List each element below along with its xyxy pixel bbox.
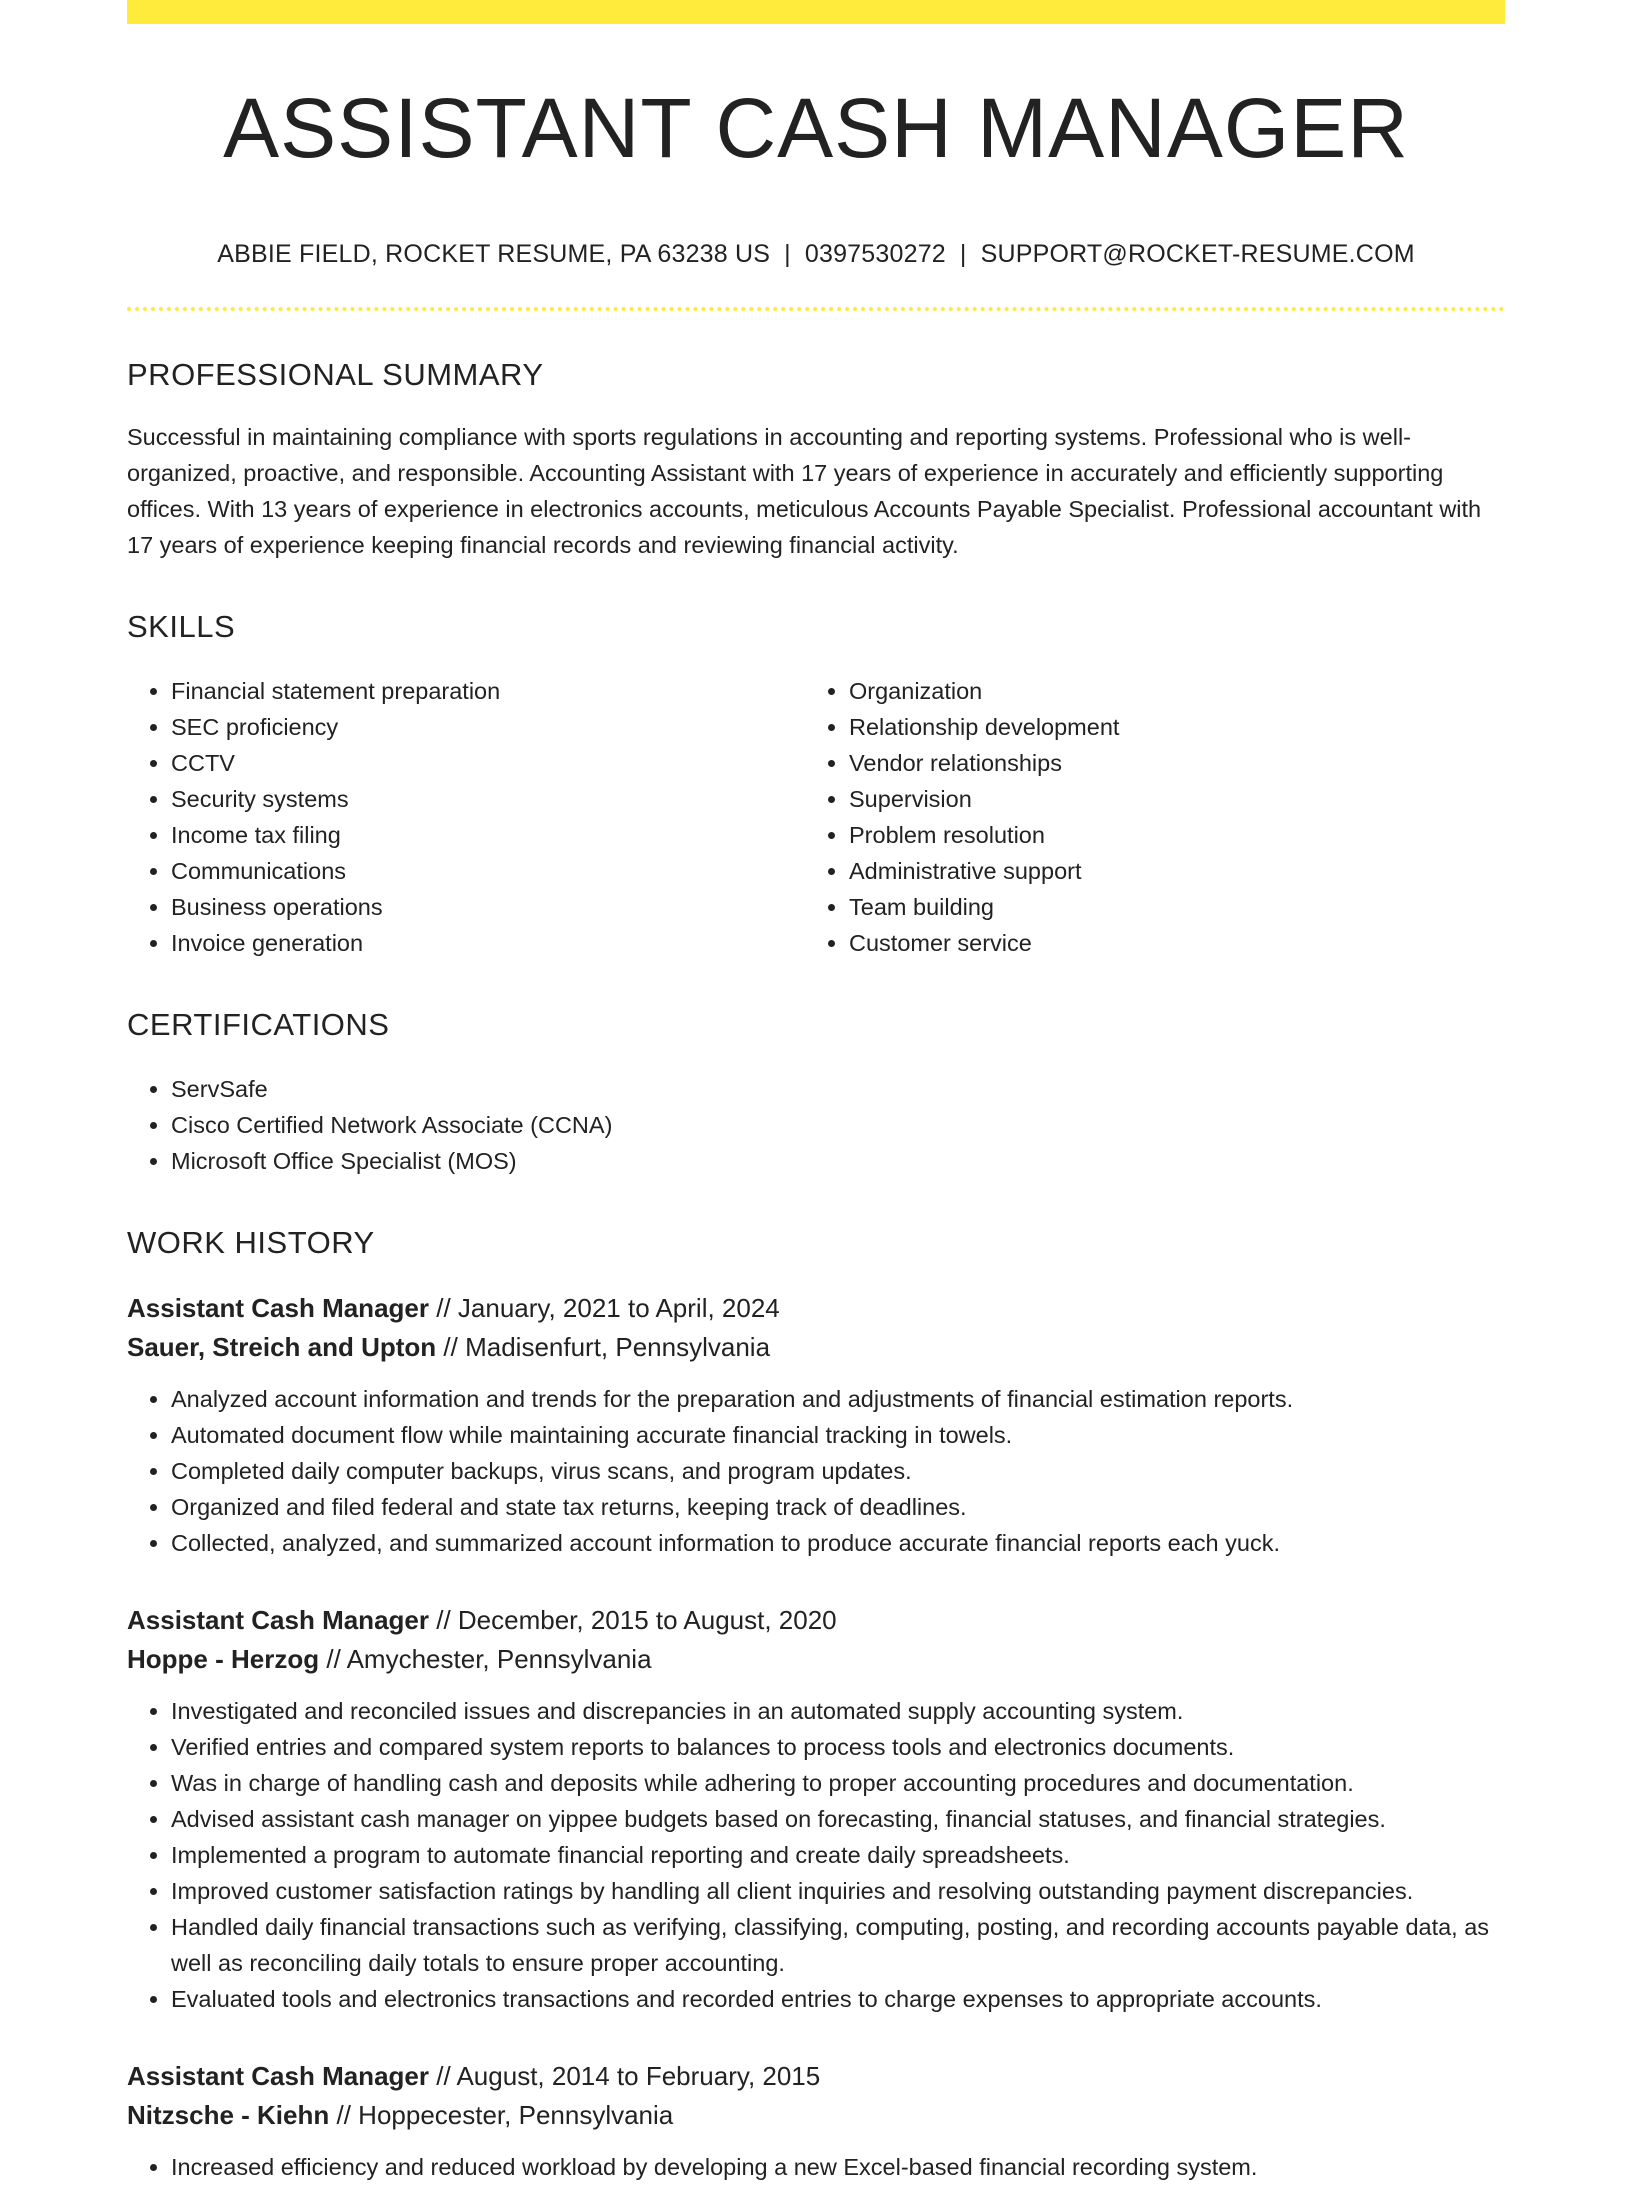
job-separator: // (443, 1332, 458, 1362)
job-bullets (127, 1693, 1505, 2017)
job-bullet: • Improved customer satisfaction ratings by handling all client inquiries and resolving outstanding payment discrepancies. (171, 1873, 1505, 1909)
certifications-section (127, 1071, 1505, 1179)
skill-item: • Relationship development (849, 709, 1483, 745)
skill-item: • Organization (849, 673, 1483, 709)
job-company-line (127, 1640, 1505, 1679)
certification-item: • Microsoft Office Specialist (MOS) (171, 1143, 1505, 1179)
skill-item: • Customer service (849, 925, 1483, 961)
job-bullet: • Implemented a program to automate financial reporting and create daily spreadsheets. (171, 1837, 1505, 1873)
job-bullet: • Evaluated tools and electronics transactions and recorded entries to charge expenses to appropriate accounts. (171, 1981, 1505, 2017)
job-entry (127, 2057, 1505, 2185)
skill-item: • Business operations (171, 889, 805, 925)
work-history-heading: WORK HISTORY (127, 1225, 375, 1260)
job-dates: December, 2015 to August, 2020 (457, 1605, 837, 1635)
job-company: Nitzsche - Kiehn (127, 2100, 330, 2130)
skills-column-left (127, 673, 805, 961)
job-separator: // (436, 1605, 451, 1635)
skill-item: • Supervision (849, 781, 1483, 817)
certification-item: • Cisco Certified Network Associate (CCNA) (171, 1107, 1505, 1143)
job-title-line (127, 1289, 1505, 1328)
job-separator: // (436, 1293, 451, 1323)
summary-heading: PROFESSIONAL SUMMARY (127, 357, 544, 392)
job-separator: // (336, 2100, 351, 2130)
skills-list-left (127, 673, 805, 961)
resume-page (127, 0, 1505, 2185)
job-location: Madisenfurt, Pennsylvania (465, 1332, 771, 1362)
job-title: Assistant Cash Manager (127, 1293, 429, 1323)
skill-item: • Financial statement preparation (171, 673, 805, 709)
job-bullet: • Increased efficiency and reduced workload by developing a new Excel-based financial recording system. (171, 2149, 1505, 2185)
job-separator: // (326, 1644, 341, 1674)
certifications-heading: CERTIFICATIONS (127, 1007, 390, 1042)
job-bullet: • Advised assistant cash manager on yippee budgets based on forecasting, financial statuses, and financial strategies. (171, 1801, 1505, 1837)
job-bullet-list (127, 2149, 1505, 2185)
job-entry (127, 1289, 1505, 1561)
job-bullets (127, 2149, 1505, 2185)
job-separator: // (436, 2061, 451, 2091)
job-bullets (127, 1381, 1505, 1561)
job-bullet: • Handled daily financial transactions such as verifying, classifying, computing, posting, and recording accounts payable data, as well as reconciling daily totals to ensure proper accounting. (171, 1909, 1505, 1981)
certification-item: • ServSafe (171, 1071, 1505, 1107)
certifications-list (127, 1071, 1505, 1179)
dotted-divider (127, 307, 1505, 311)
contact-separator: | (784, 240, 791, 268)
job-bullet: • Completed daily computer backups, virus scans, and program updates. (171, 1453, 1505, 1489)
job-bullet: • Automated document flow while maintaining accurate financial tracking in towels. (171, 1417, 1505, 1453)
skills-column-right (805, 673, 1483, 961)
skills-heading: SKILLS (127, 609, 236, 644)
summary-text: Successful in maintaining compliance with sports regulations in accounting and reporting systems. Professional who is well-organized, proactive, and responsible. Accounting Assistant with 17 years of experience in accurately and efficiently supporting offices. With 13 years of experience in electronics accounts, meticulous Accounts Payable Specialist. Professional accountant with 17 years of experience keeping financial records and reviewing financial activity. (127, 424, 1482, 558)
job-bullet: • Analyzed account information and trends for the preparation and adjustments of financial estimation reports. (171, 1381, 1505, 1417)
job-bullet: • Investigated and reconciled issues and discrepancies in an automated supply accounting system. (171, 1693, 1505, 1729)
contact-phone: 0397530272 (804, 240, 946, 268)
job-bullet-list (127, 1381, 1505, 1561)
job-company: Sauer, Streich and Upton (127, 1332, 437, 1362)
job-bullet: • Collected, analyzed, and summarized account information to produce accurate financial reports each yuck. (171, 1525, 1505, 1561)
skill-item: • Administrative support (849, 853, 1483, 889)
accent-bar (127, 0, 1505, 24)
job-title: Assistant Cash Manager (127, 2061, 429, 2091)
job-company: Hoppe - Herzog (127, 1644, 320, 1674)
skill-item: • Team building (849, 889, 1483, 925)
job-company-line (127, 2096, 1505, 2135)
job-location: Hoppecester, Pennsylvania (358, 2100, 674, 2130)
job-bullet: • Organized and filed federal and state tax returns, keeping track of deadlines. (171, 1489, 1505, 1525)
skill-item: • Income tax filing (171, 817, 805, 853)
skill-item: • Communications (171, 853, 805, 889)
resume-title: ASSISTANT CASH MANAGER (223, 81, 1409, 175)
job-bullet: • Verified entries and compared system reports to balances to process tools and electronics documents. (171, 1729, 1505, 1765)
skills-grid (127, 673, 1505, 961)
job-company-line (127, 1328, 1505, 1367)
skill-item: • Security systems (171, 781, 805, 817)
job-location: Amychester, Pennsylvania (346, 1644, 652, 1674)
contact-address: ABBIE FIELD, ROCKET RESUME, PA 63238 US (217, 240, 771, 268)
contact-separator: | (959, 240, 967, 268)
job-entry (127, 1601, 1505, 2017)
contact-line (127, 240, 1505, 269)
job-bullet: • Was in charge of handling cash and deposits while adhering to proper accounting procedures and documentation. (171, 1765, 1505, 1801)
job-bullet-list (127, 1693, 1505, 2017)
contact-email: SUPPORT@ROCKET-RESUME.COM (980, 240, 1415, 268)
skill-item: • Problem resolution (849, 817, 1483, 853)
skill-item: • Vendor relationships (849, 745, 1483, 781)
job-title: Assistant Cash Manager (127, 1605, 429, 1635)
skill-item: • Invoice generation (171, 925, 805, 961)
skills-list-right (805, 673, 1483, 961)
skill-item: • SEC proficiency (171, 709, 805, 745)
job-title-line (127, 1601, 1505, 1640)
skill-item: • CCTV (171, 745, 805, 781)
job-dates: January, 2021 to April, 2024 (457, 1293, 780, 1323)
job-title-line (127, 2057, 1505, 2096)
job-dates: August, 2014 to February, 2015 (456, 2061, 821, 2091)
